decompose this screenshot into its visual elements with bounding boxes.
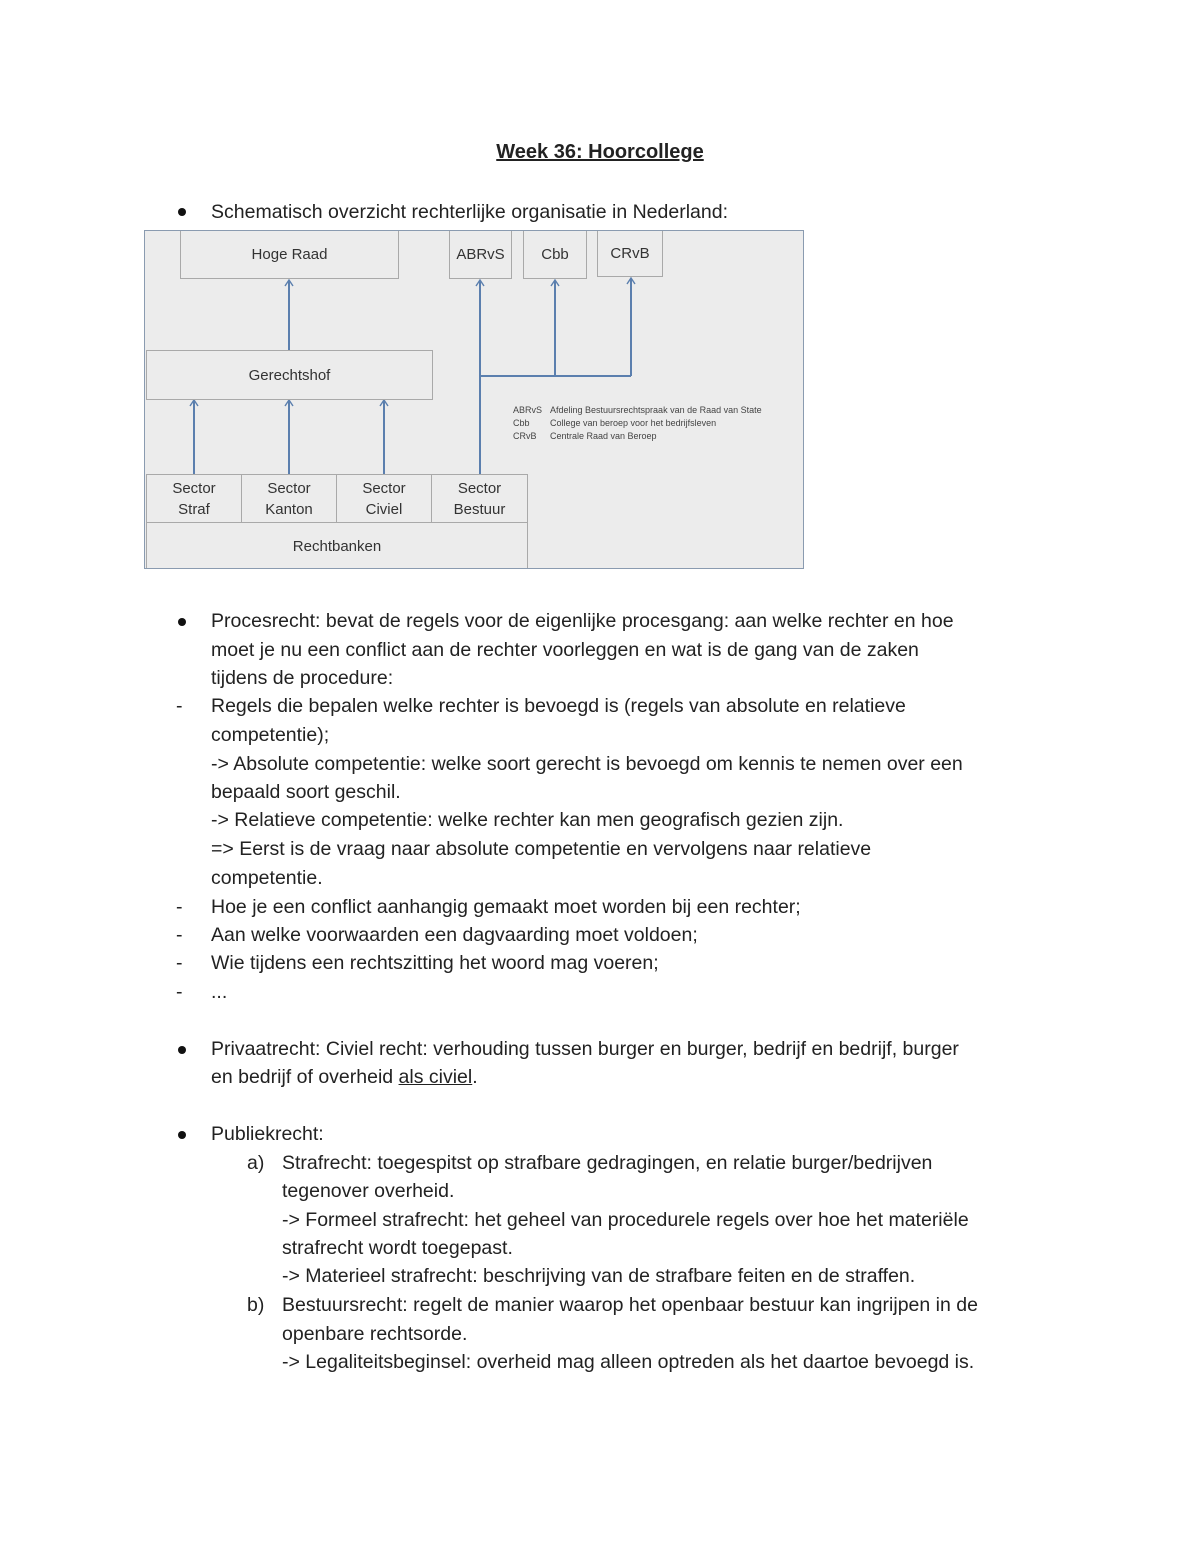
dash-marker: - — [176, 981, 183, 1003]
box-hoge-raad: Hoge Raad — [180, 230, 399, 279]
publiekrecht-b-line: openbare rechtsorde. — [282, 1323, 468, 1345]
court-organisation-diagram — [144, 230, 804, 569]
procesrecht-dash-line: Wie tijdens een rechtszitting het woord mag voeren; — [211, 952, 659, 974]
publiekrecht-b-line: Bestuursrecht: regelt de manier waarop het openbaar bestuur kan ingrijpen in de — [282, 1294, 978, 1316]
procesrecht-line: Procesrecht: bevat de regels voor de eigenlijke procesgang: aan welke rechter en hoe — [211, 610, 954, 632]
box-abrvs: ABRvS — [449, 230, 512, 279]
dash-marker: - — [176, 896, 183, 918]
diagram-legend — [513, 404, 762, 443]
publiekrecht-b-line: -> Legaliteitsbeginsel: overheid mag alleen optreden als het daartoe bevoegd is. — [282, 1351, 975, 1373]
procesrecht-line: moet je nu een conflict aan de rechter voorleggen en wat is de gang van de zaken — [211, 639, 919, 661]
procesrecht-dash-line: competentie); — [211, 724, 330, 746]
procesrecht-dash-line: ... — [211, 981, 228, 1003]
list-marker-b: b) — [247, 1294, 265, 1316]
procesrecht-dash-line: bepaald soort geschil. — [211, 781, 401, 803]
bullet-icon — [178, 208, 186, 216]
underlined-text: als civiel — [398, 1066, 473, 1088]
legend-row: ABRvS Afdeling Bestuursrechtspraak van de Raad van State — [513, 405, 762, 415]
legend-row: CRvB Centrale Raad van Beroep — [513, 431, 657, 441]
procesrecht-dash-line: => Eerst is de vraag naar absolute competentie en vervolgens naar relatieve — [211, 838, 872, 860]
intro-text: Schematisch overzicht rechterlijke organisatie in Nederland: — [211, 201, 728, 223]
box-sector-bestuur: Sector Bestuur — [431, 474, 528, 523]
box-sector-civiel: Sector Civiel — [336, 474, 432, 523]
list-marker-a: a) — [247, 1152, 265, 1174]
box-sector-straf: Sector Straf — [146, 474, 242, 523]
bullet-icon — [178, 1046, 186, 1054]
box-gerechtshof: Gerechtshof — [146, 350, 433, 400]
procesrecht-dash-line: -> Absolute competentie: welke soort gerecht is bevoegd om kennis te nemen over een — [211, 753, 963, 775]
bullet-icon — [178, 1131, 186, 1139]
procesrecht-dash-line: Regels die bepalen welke rechter is bevoegd is (regels van absolute en relatieve — [211, 695, 906, 717]
box-crvb: CRvB — [597, 230, 663, 277]
privaatrecht-line: en bedrijf of overheid als civiel. — [211, 1066, 478, 1088]
box-rechtbanken: Rechtbanken — [146, 522, 528, 569]
privaatrecht-line: Privaatrecht: Civiel recht: verhouding tussen burger en burger, bedrijf en bedrijf, burger — [211, 1038, 959, 1060]
publiekrecht-a-line: Strafrecht: toegespitst op strafbare gedragingen, en relatie burger/bedrijven — [282, 1152, 933, 1174]
dash-marker: - — [176, 695, 183, 717]
legend-row: Cbb College van beroep voor het bedrijfsleven — [513, 418, 717, 428]
publiekrecht-a-line: strafrecht wordt toegepast. — [282, 1237, 513, 1259]
publiekrecht-a-line: -> Formeel strafrecht: het geheel van procedurele regels over hoe het materiële — [282, 1209, 969, 1231]
box-cbb: Cbb — [523, 230, 587, 279]
procesrecht-dash-line: competentie. — [211, 867, 323, 889]
bullet-icon — [178, 618, 186, 626]
page-title: Week 36: Hoorcollege — [496, 141, 704, 163]
procesrecht-line: tijdens de procedure: — [211, 667, 394, 689]
procesrecht-dash-line: -> Relatieve competentie: welke rechter kan men geografisch gezien zijn. — [211, 809, 844, 831]
procesrecht-dash-line: Hoe je een conflict aanhangig gemaakt moet worden bij een rechter; — [211, 896, 801, 918]
dash-marker: - — [176, 924, 183, 946]
publiekrecht-heading: Publiekrecht: — [211, 1123, 324, 1145]
publiekrecht-a-line: -> Materieel strafrecht: beschrijving van de strafbare feiten en de straffen. — [282, 1265, 916, 1287]
publiekrecht-a-line: tegenover overheid. — [282, 1180, 455, 1202]
box-sector-kanton: Sector Kanton — [241, 474, 337, 523]
dash-marker: - — [176, 952, 183, 974]
procesrecht-dash-line: Aan welke voorwaarden een dagvaarding moet voldoen; — [211, 924, 698, 946]
